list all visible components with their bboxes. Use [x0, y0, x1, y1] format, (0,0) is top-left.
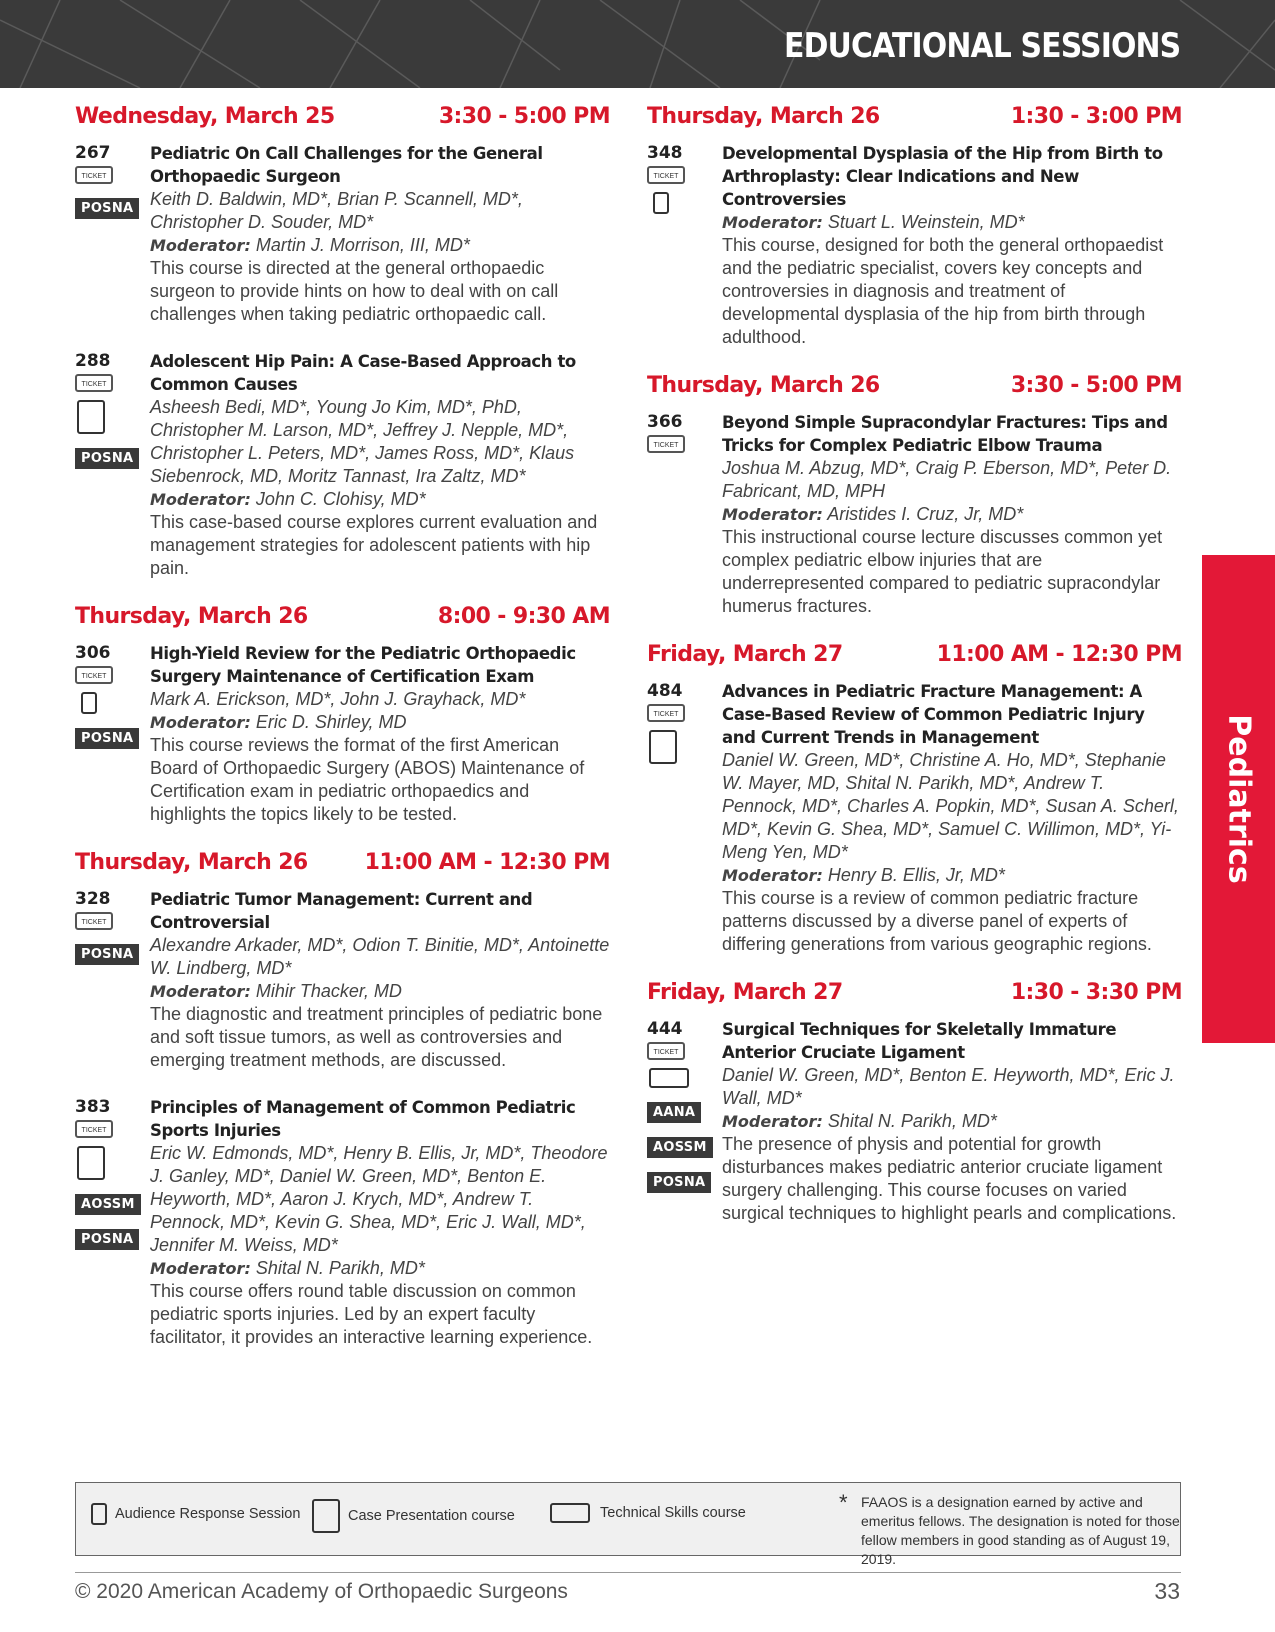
- session-group: [647, 980, 1182, 1225]
- session-time: 1:30 - 3:30 PM: [1010, 980, 1182, 1005]
- session-day: Thursday, March 26: [75, 850, 308, 875]
- side-tab-label: Pediatrics: [1221, 714, 1256, 884]
- session-icons: [75, 888, 135, 973]
- session-icons: [647, 142, 707, 222]
- session-description: This case-based course explores current evaluation and management strategies for adolescent patients with hip pain.: [150, 512, 598, 578]
- session-time: 1:30 - 3:00 PM: [1010, 104, 1182, 129]
- moderator-label: Moderator:: [150, 713, 251, 732]
- left-column: [75, 104, 610, 1373]
- technical-skills-icon: [550, 1503, 590, 1523]
- session-entry: [75, 888, 610, 1072]
- session-title: Pediatric Tumor Management: Current and Controversial: [150, 890, 533, 932]
- moderator-label: Moderator:: [722, 213, 823, 232]
- session-moderator: [722, 1110, 1182, 1133]
- ticket-icon: TICKET: [75, 374, 113, 392]
- session-time: 8:00 - 9:30 AM: [437, 604, 610, 629]
- session-entry: [647, 411, 1182, 618]
- legend-technical-skills: [550, 1503, 746, 1523]
- legend-note: [839, 1490, 1181, 1569]
- session-time: 3:30 - 5:00 PM: [1010, 373, 1182, 398]
- session-day: Friday, March 27: [647, 980, 843, 1005]
- session-speakers: Alexandre Arkader, MD*, Odion T. Binitie, MD*, Antoinette W. Lindberg, MD*: [150, 935, 610, 978]
- session-title: High-Yield Review for the Pediatric Orthopaedic Surgery Maintenance of Certification Exam: [150, 644, 576, 686]
- session-speakers: Eric W. Edmonds, MD*, Henry B. Ellis, Jr, MD*, Theodore J. Ganley, MD*, Daniel W. Green, MD*, Benton E. Heyworth, MD*, Aaron J. Krych, MD*, Andrew T. Pennock, MD*, Kevin G. Shea, MD*, Eric J. Wall, MD*, Jennifer M. Weiss, MD*: [150, 1143, 608, 1255]
- society-badge: POSNA: [647, 1172, 711, 1193]
- section-title: EDUCATIONAL SESSIONS: [783, 26, 1180, 66]
- ticket-icon: TICKET: [75, 912, 113, 930]
- session-moderator: [722, 211, 1182, 234]
- audience-response-icon: [653, 192, 669, 214]
- session-number: 328: [75, 889, 111, 909]
- case-presentation-icon: [77, 1146, 105, 1180]
- society-badge: AOSSM: [647, 1137, 713, 1158]
- footer-divider: [75, 1572, 1181, 1573]
- session-number: 267: [75, 143, 111, 163]
- session-entry: [647, 680, 1182, 956]
- session-group-header: [647, 980, 1182, 1010]
- session-description: This course is directed at the general orthopaedic surgeon to provide hints on how to deal with on call challenges when taking pediatric orthopaedic call.: [150, 258, 559, 324]
- session-speakers: Joshua M. Abzug, MD*, Craig P. Eberson, MD*, Peter D. Fabricant, MD, MPH: [722, 458, 1172, 501]
- session-moderator: [150, 234, 610, 257]
- session-title: Surgical Techniques for Skeletally Immature Anterior Cruciate Ligament: [722, 1020, 1117, 1062]
- session-moderator: [150, 980, 610, 1003]
- session-description: The diagnostic and treatment principles of pediatric bone and soft tissue tumors, as well as controversies and emerging treatment methods, are discussed.: [150, 1004, 603, 1070]
- session-entry: [647, 142, 1182, 349]
- case-presentation-icon: [312, 1499, 340, 1533]
- session-entry: [75, 642, 610, 826]
- session-number: 288: [75, 351, 111, 371]
- session-title: Advances in Pediatric Fracture Management: A Case-Based Review of Common Pediatric Injury and Current Trends in Management: [722, 682, 1145, 747]
- footer-copyright: © 2020 American Academy of Orthopaedic Surgeons: [75, 1580, 568, 1603]
- session-description: This course is a review of common pediatric fracture patterns discussed by a diverse panel of experts of differing generations from various geographic regions.: [722, 888, 1152, 954]
- technical-skills-icon: [649, 1068, 689, 1088]
- session-icons: [647, 680, 707, 772]
- session-group-header: [75, 604, 610, 634]
- session-title: Principles of Management of Common Pediatric Sports Injuries: [150, 1098, 576, 1140]
- session-icons: [75, 142, 135, 227]
- ticket-icon: TICKET: [75, 1120, 113, 1138]
- session-number: 444: [647, 1019, 683, 1039]
- moderator-name: Mihir Thacker, MD: [255, 981, 402, 1001]
- moderator-label: Moderator:: [722, 1112, 823, 1131]
- session-entry: [75, 142, 610, 326]
- society-badge: POSNA: [75, 1229, 139, 1250]
- session-group: [75, 104, 610, 580]
- moderator-name: Henry B. Ellis, Jr, MD*: [827, 865, 1005, 885]
- session-day: Thursday, March 26: [647, 373, 880, 398]
- legend-audience-response-label: Audience Response Session: [115, 1506, 301, 1522]
- society-badge: POSNA: [75, 198, 139, 219]
- session-group: [75, 850, 610, 1349]
- moderator-name: Martin J. Morrison, III, MD*: [255, 235, 470, 255]
- session-day: Thursday, March 26: [647, 104, 880, 129]
- society-badge: POSNA: [75, 944, 139, 965]
- session-moderator: [722, 503, 1182, 526]
- session-description: This course reviews the format of the first American Board of Orthopaedic Surgery (ABOS) Maintenance of Certification exam in pediatric orthopaedics and highlights the topics likely to be tested.: [150, 735, 585, 824]
- session-group-header: [75, 104, 610, 134]
- session-title: Developmental Dysplasia of the Hip from Birth to Arthroplasty: Clear Indications and New Controversies: [722, 144, 1163, 209]
- legend-audience-response: [91, 1503, 300, 1525]
- society-badge: AOSSM: [75, 1194, 141, 1215]
- session-entry: [75, 1096, 610, 1349]
- legend-technical-skills-label: Technical Skills course: [600, 1505, 746, 1521]
- moderator-label: Moderator:: [722, 505, 823, 524]
- session-day: Friday, March 27: [647, 642, 843, 667]
- session-moderator: [150, 711, 610, 734]
- session-group-header: [75, 850, 610, 880]
- right-column: [647, 104, 1182, 1249]
- session-speakers: Daniel W. Green, MD*, Benton E. Heyworth, MD*, Eric J. Wall, MD*: [722, 1065, 1175, 1108]
- society-badge: POSNA: [75, 448, 139, 469]
- moderator-label: Moderator:: [150, 982, 251, 1001]
- legend-asterisk: *: [839, 1490, 848, 1515]
- ticket-icon: TICKET: [647, 166, 685, 184]
- header-band: [0, 0, 1275, 88]
- moderator-label: Moderator:: [722, 866, 823, 885]
- session-title: Pediatric On Call Challenges for the General Orthopaedic Surgeon: [150, 144, 543, 186]
- audience-response-icon: [81, 692, 97, 714]
- session-icons: [647, 411, 707, 461]
- session-title: Beyond Simple Supracondylar Fractures: Tips and Tricks for Complex Pediatric Elbow Trauma: [722, 413, 1168, 455]
- page-number: 33: [1154, 1578, 1180, 1604]
- moderator-name: John C. Clohisy, MD*: [255, 489, 426, 509]
- session-number: 306: [75, 643, 111, 663]
- session-icons: [75, 350, 135, 477]
- session-speakers: Daniel W. Green, MD*, Christine A. Ho, MD*, Stephanie W. Mayer, MD, Shital N. Parikh, MD*, Andrew T. Pennock, MD*, Charles A. Popkin, MD*, Susan A. Scherl, MD*, Kevin G. Shea, MD*, Samuel C. Willimon, MD*, Yi-Meng Yen, MD*: [722, 750, 1179, 862]
- session-description: This instructional course lecture discusses common yet complex pediatric elbow injuries that are underrepresented compared to pediatric supracondylar humerus fractures.: [722, 527, 1163, 616]
- session-speakers: Mark A. Erickson, MD*, John J. Grayhack, MD*: [150, 689, 526, 709]
- moderator-name: Shital N. Parikh, MD*: [255, 1258, 425, 1278]
- legend-box: [75, 1482, 1181, 1567]
- legend-note-text: FAAOS is a designation earned by active and emeritus fellows. The designation is noted for those fellow members in good standing as of August 19, 2019.: [861, 1494, 1180, 1567]
- session-day: Thursday, March 26: [75, 604, 308, 629]
- session-description: This course, designed for both the general orthopaedist and the pediatric specialist, covers key concepts and controversies in diagnosis and treatment of developmental dysplasia of the hip from birth through adulthood.: [722, 235, 1164, 347]
- legend-case-presentation-label: Case Presentation course: [348, 1508, 515, 1524]
- ticket-icon: TICKET: [647, 435, 685, 453]
- session-title: Adolescent Hip Pain: A Case-Based Approach to Common Causes: [150, 352, 576, 394]
- moderator-name: Shital N. Parikh, MD*: [827, 1111, 997, 1131]
- session-time: 11:00 AM - 12:30 PM: [936, 642, 1182, 667]
- audience-response-icon: [91, 1503, 107, 1525]
- session-moderator: [150, 488, 610, 511]
- session-number: 348: [647, 143, 683, 163]
- session-day: Wednesday, March 25: [75, 104, 335, 129]
- session-entry: [647, 1018, 1182, 1225]
- ticket-icon: TICKET: [647, 704, 685, 722]
- session-group: [647, 642, 1182, 956]
- ticket-icon: TICKET: [647, 1042, 685, 1060]
- session-time: 11:00 AM - 12:30 PM: [364, 850, 610, 875]
- session-group: [647, 104, 1182, 349]
- session-group-header: [647, 373, 1182, 403]
- session-group-header: [647, 642, 1182, 672]
- session-icons: [75, 1096, 135, 1258]
- legend-case-presentation: [312, 1499, 515, 1533]
- session-time: 3:30 - 5:00 PM: [438, 104, 610, 129]
- ticket-icon: TICKET: [75, 666, 113, 684]
- side-tab: [1202, 555, 1275, 1043]
- case-presentation-icon: [649, 730, 677, 764]
- moderator-name: Stuart L. Weinstein, MD*: [827, 212, 1025, 232]
- session-moderator: [722, 864, 1182, 887]
- case-presentation-icon: [77, 400, 105, 434]
- moderator-name: Aristides I. Cruz, Jr, MD*: [827, 504, 1024, 524]
- session-group: [647, 373, 1182, 618]
- session-icons: [75, 642, 135, 757]
- ticket-icon: TICKET: [75, 166, 113, 184]
- session-moderator: [150, 1257, 610, 1280]
- session-group: [75, 604, 610, 826]
- society-badge: POSNA: [75, 728, 139, 749]
- moderator-label: Moderator:: [150, 236, 251, 255]
- session-speakers: Asheesh Bedi, MD*, Young Jo Kim, MD*, PhD, Christopher M. Larson, MD*, Jeffrey J. Nepple, MD*, Christopher L. Peters, MD*, James Ross, MD*, Klaus Siebenrock, MD, Moritz Tannast, Ira Zaltz, MD*: [150, 397, 575, 486]
- session-entry: [75, 350, 610, 580]
- session-group-header: [647, 104, 1182, 134]
- session-description: This course offers round table discussion on common pediatric sports injuries. Led by an expert faculty facilitator, it provides an interactive learning experience.: [150, 1281, 593, 1347]
- session-icons: [647, 1018, 707, 1201]
- session-number: 366: [647, 412, 683, 432]
- session-number: 484: [647, 681, 683, 701]
- session-number: 383: [75, 1097, 111, 1117]
- session-description: The presence of physis and potential for growth disturbances makes pediatric anterior cruciate ligament surgery challenging. This course focuses on varied surgical techniques to highlight pearls and complications.: [722, 1134, 1177, 1223]
- moderator-name: Eric D. Shirley, MD: [255, 712, 407, 732]
- moderator-label: Moderator:: [150, 1259, 251, 1278]
- society-badge: AANA: [647, 1102, 701, 1123]
- session-speakers: Keith D. Baldwin, MD*, Brian P. Scannell, MD*, Christopher D. Souder, MD*: [150, 189, 523, 232]
- moderator-label: Moderator:: [150, 490, 251, 509]
